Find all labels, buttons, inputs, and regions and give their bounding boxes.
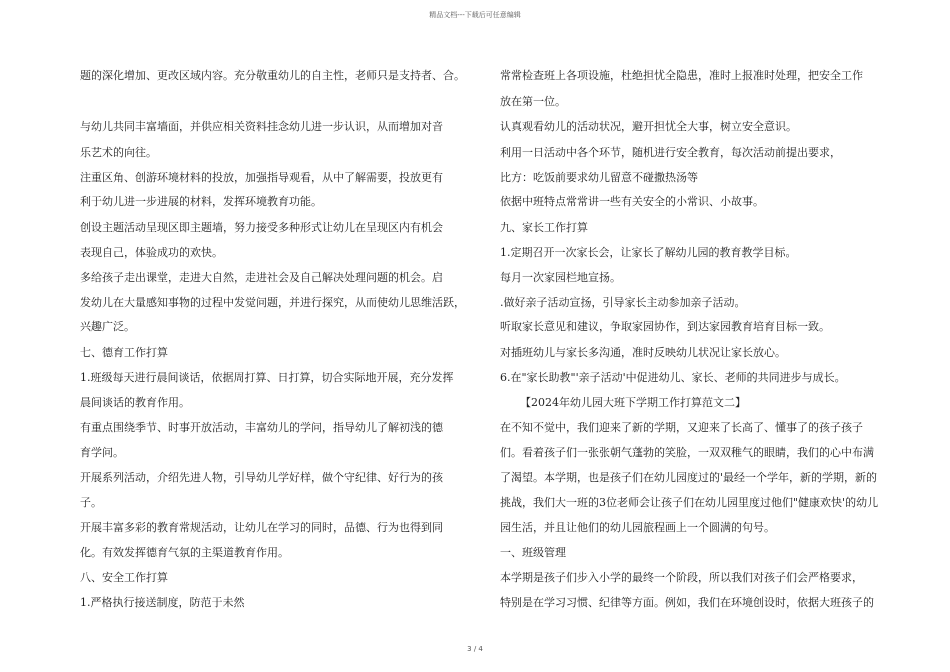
text-line: 1.定期召开一次家长会，让家长了解幼儿园的教育教学目标。: [500, 246, 797, 259]
text-line: 特别是在学习习惯、纪律等方面。例如，我们在环境创设时，依据大班孩子的: [500, 596, 874, 609]
text-line: 常常检查班上各项设施，杜绝担忧全隐患，准时上报准时处理，把安全工作: [500, 69, 863, 82]
text-line: 育学问。: [80, 446, 124, 459]
text-line: 化。有效发挥德育气氛的主渠道教育作用。: [80, 546, 289, 559]
text-line: 多给孩子走出课堂，走进大自然，走进社会及自己解决处理问题的机会。启: [80, 271, 443, 284]
text-line: 1.严格执行接送制度，防范于未然: [80, 596, 245, 609]
text-line: 乐艺术的向往。: [80, 146, 157, 159]
section-heading: 八、安全工作打算: [80, 571, 168, 584]
text-line: 开展丰富多彩的教育常规活动，让幼儿在学习的同时，品德、行为也得到同: [80, 521, 443, 534]
text-line: 挑战，我们大一班的3位老师会让孩子们在幼儿园里度过他们"健康欢快'的幼儿: [500, 496, 879, 509]
text-line: 本学期是孩子们步入小学的最终一个阶段，所以我们对孩子们会严格要求，: [500, 571, 863, 584]
text-line: 园生活，并且让他们的幼儿园旅程画上一个圆满的句号。: [500, 521, 775, 534]
text-line: 依据中班特点常常讲一些有关安全的小常识、小故事。: [500, 195, 764, 208]
text-line: 有重点围绕季节、时事开放活动，丰富幼儿的学问，指导幼儿了解初浅的德: [80, 421, 443, 434]
page-number: 3 / 4: [467, 645, 483, 653]
text-line: 兴趣广泛。: [80, 320, 135, 333]
text-line: 了渴望。本学期，也是孩子们在幼儿园度过的'最经一个学年，新的学期，新的: [500, 471, 878, 484]
text-line: .做好亲子活动宣扬，引导家长主动参加亲子活动。: [500, 296, 746, 309]
section-heading: 一、班级管理: [500, 546, 566, 559]
text-line: 在不知不觉中，我们迎来了新的学期，又迎来了长高了、懂事了的孩子孩子: [500, 421, 863, 434]
text-line: 表现自己，体验成功的欢快。: [80, 246, 223, 259]
text-line: 6.在"家长助教"'亲子活动'中促进幼儿、家长、老师的共同进步与成长。: [500, 371, 846, 384]
text-line: 子。: [80, 496, 102, 509]
text-line: 放在第一位。: [500, 95, 566, 108]
text-line: 利用一日活动中各个环节，随机进行安全教育，每次活动前提出要求，: [500, 146, 841, 159]
text-line: 与幼儿共同丰富墙面，并供应相关资料挂念幼儿进一步认识，从而增加对音: [80, 120, 443, 133]
text-line: 晨间谈话的教育作用。: [80, 396, 190, 409]
text-line: 发幼儿在大量感知事物的过程中发觉问题，并进行探究，从而使幼儿思维活跃，: [80, 296, 465, 309]
subsection-title: 【2024年幼儿园大班下学期工作打算范文二】: [520, 396, 746, 409]
text-line: 们。看着孩子们一张张朝气蓬勃的笑脸，一双双稚气的眼睛，我们的心中布满: [500, 446, 874, 459]
text-line: 比方：吃饭前要求幼儿留意不碰撒热汤等: [500, 171, 698, 184]
page-header: 精品文档---下载后可任意编辑: [429, 11, 521, 19]
text-line: 每月一次家园栏地宣扬。: [500, 271, 621, 284]
text-line: 听取家长意见和建议，争取家园协作，到达家园教育培育目标一致。: [500, 320, 830, 333]
left-column: [80, 0, 470, 672]
text-line: 利于幼儿进一步进展的材料，发挥环境教育功能。: [80, 195, 322, 208]
text-line: 开展系列活动，介绍先进人物，引导幼儿学好样，做个守纪律、好行为的孩: [80, 471, 443, 484]
right-column: [500, 0, 880, 672]
text-line: 创设主题活动呈现区即主题墙，努力接受多种形式让幼儿在呈现区内有机会: [80, 221, 443, 234]
text-line: 认真观看幼儿的活动状况，避开担忧全大事，树立安全意识。: [500, 120, 797, 133]
section-heading: 九、家长工作打算: [500, 221, 588, 234]
text-line: 注重区角、创游环境材料的投放，加强指导观看，从中了解需要，投放更有: [80, 171, 443, 184]
section-heading: 七、德育工作打算: [80, 346, 168, 359]
text-line: 对插班幼儿与家长多沟通，准时反映幼儿状况让家长放心。: [500, 346, 786, 359]
text-line: 题的深化增加、更改区域内容。充分敬重幼儿的自主性，老师只是支持者、合。: [80, 69, 465, 82]
text-line: 1.班级每天进行晨间谈话，依据周打算、日打算，切合实际地开展，充分发挥: [80, 371, 454, 384]
